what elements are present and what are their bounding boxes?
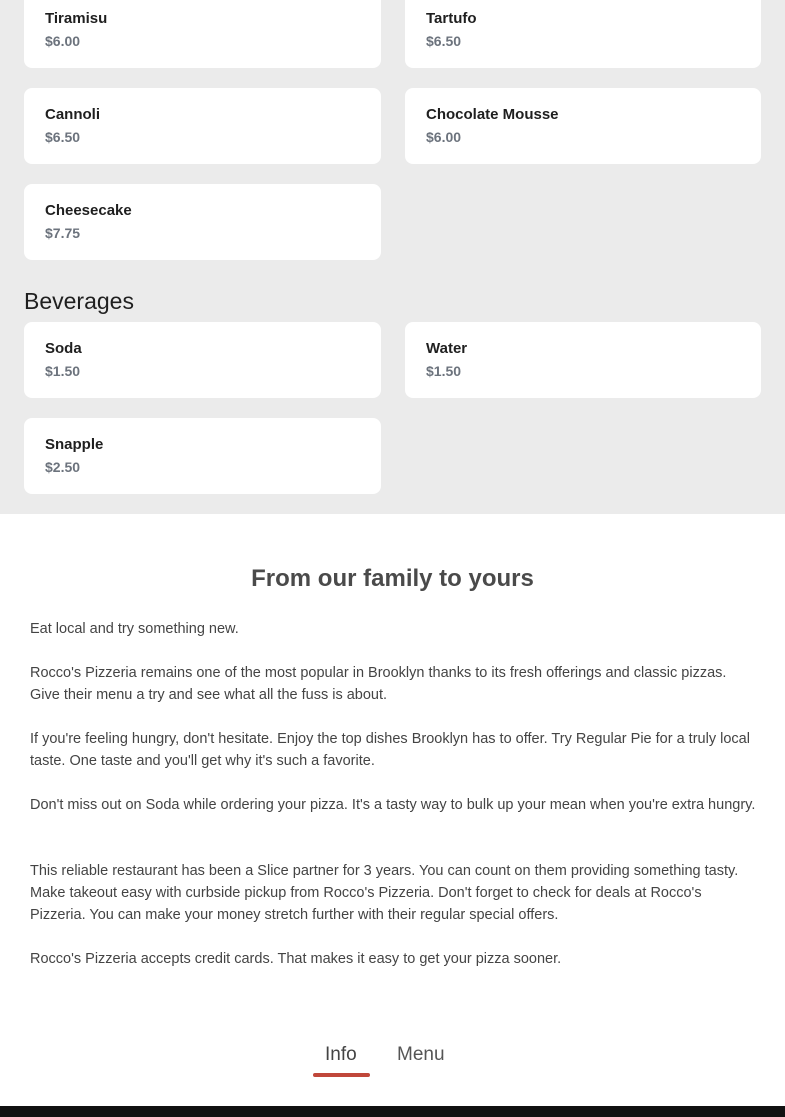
about-paragraph: Don't miss out on Soda while ordering your pizza. It's a tasty way to bulk up your mean when you're extra hungry. xyxy=(30,797,756,813)
menu-item-card[interactable] xyxy=(405,88,761,164)
footer-bar xyxy=(0,1106,785,1117)
menu-item-name: Cheesecake xyxy=(45,202,132,219)
about-paragraph: Rocco's Pizzeria accepts credit cards. That makes it easy to get your pizza sooner. xyxy=(30,951,562,967)
active-tab-indicator xyxy=(313,1073,370,1077)
menu-item-card[interactable] xyxy=(405,0,761,68)
menu-item-card[interactable] xyxy=(24,184,381,260)
menu-item-card[interactable] xyxy=(24,322,381,398)
menu-item-name: Tartufo xyxy=(426,10,477,27)
about-paragraph: If you're feeling hungry, don't hesitate. Enjoy the top dishes Brooklyn has to offer. Try Regular Pie for a truly local taste. One taste and you'll get why it's such a favorite. xyxy=(30,731,750,769)
menu-item-card[interactable] xyxy=(24,418,381,494)
menu-item-price: $6.50 xyxy=(45,129,81,145)
menu-item-name: Chocolate Mousse xyxy=(426,106,559,123)
menu-item-price: $6.00 xyxy=(426,129,462,145)
bottom-tab-bar xyxy=(0,1044,785,1084)
menu-item-name: Water xyxy=(426,340,468,357)
menu-item-card[interactable] xyxy=(405,322,761,398)
menu-item-price: $1.50 xyxy=(426,363,462,379)
menu-item-price: $1.50 xyxy=(45,363,81,379)
menu-item-name: Cannoli xyxy=(45,106,100,123)
menu-section xyxy=(0,0,785,514)
menu-item-card[interactable] xyxy=(24,88,381,164)
about-paragraph: Rocco's Pizzeria remains one of the most popular in Brooklyn thanks to its fresh offerings and classic pizzas. Give their menu a try and see what all the fuss is about. xyxy=(30,665,727,703)
menu-item-price: $2.50 xyxy=(45,459,81,475)
menu-item-price: $6.00 xyxy=(45,33,81,49)
menu-item-name: Tiramisu xyxy=(45,10,108,27)
tab-info[interactable]: Info xyxy=(325,1044,357,1065)
menu-item-card[interactable] xyxy=(24,0,381,68)
menu-item-price: $7.75 xyxy=(45,225,81,241)
menu-item-name: Soda xyxy=(45,340,82,357)
tab-menu[interactable]: Menu xyxy=(397,1044,445,1065)
section-heading-beverages: Beverages xyxy=(24,288,134,314)
about-title: From our family to yours xyxy=(251,565,534,592)
about-paragraph: This reliable restaurant has been a Slice partner for 3 years. You can count on them providing something tasty. Make takeout easy with curbside pickup from Rocco's Pizzeria. Don't forget to check for deals at Rocco's Pizzeria. You can make your money stretch further with their regular special offers. xyxy=(30,863,739,923)
menu-item-price: $6.50 xyxy=(426,33,462,49)
menu-item-name: Snapple xyxy=(45,436,104,453)
about-paragraph: Eat local and try something new. xyxy=(30,621,239,637)
